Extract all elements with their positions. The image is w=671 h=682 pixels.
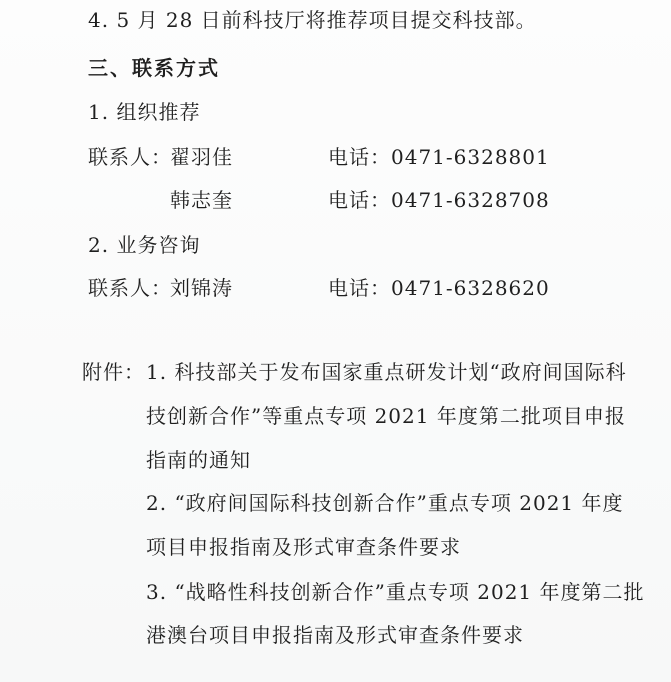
attachment-1-line-3: 指南的通知 bbox=[146, 448, 251, 472]
section-3-title: 三、联系方式 bbox=[88, 56, 220, 80]
org-recommend-title: 1. 组织推荐 bbox=[88, 100, 201, 124]
contact-phone: 电话：0471-6328620 bbox=[328, 276, 550, 300]
attachment-3-line-1: 3. “战略性科技创新合作”重点专项 2021 年度第二批 bbox=[146, 580, 645, 604]
attachments-label: 附件： bbox=[82, 360, 145, 384]
contact-name: 韩志奎 bbox=[170, 188, 233, 212]
contact-label: 联系人： bbox=[88, 145, 172, 169]
attachment-2-line-2: 项目申报指南及形式审查条件要求 bbox=[146, 535, 461, 559]
attachment-1-line-2: 技创新合作”等重点专项 2021 年度第二批项目申报 bbox=[146, 404, 626, 428]
contact-name: 翟羽佳 bbox=[170, 145, 233, 169]
step-4-text: 4. 5 月 28 日前科技厅将推荐项目提交科技部。 bbox=[88, 8, 537, 32]
contact-label: 联系人： bbox=[88, 276, 172, 300]
contact-phone: 电话：0471-6328801 bbox=[328, 145, 550, 169]
attachment-2-line-1: 2. “政府间国际科技创新合作”重点专项 2021 年度 bbox=[146, 491, 624, 515]
attachment-3-line-2: 港澳台项目申报指南及形式审查条件要求 bbox=[146, 623, 524, 647]
contact-name: 刘锦涛 bbox=[170, 276, 233, 300]
attachment-1-line-1: 1. 科技部关于发布国家重点研发计划“政府间国际科 bbox=[146, 360, 627, 384]
consult-title: 2. 业务咨询 bbox=[88, 233, 201, 257]
contact-phone: 电话：0471-6328708 bbox=[328, 188, 550, 212]
